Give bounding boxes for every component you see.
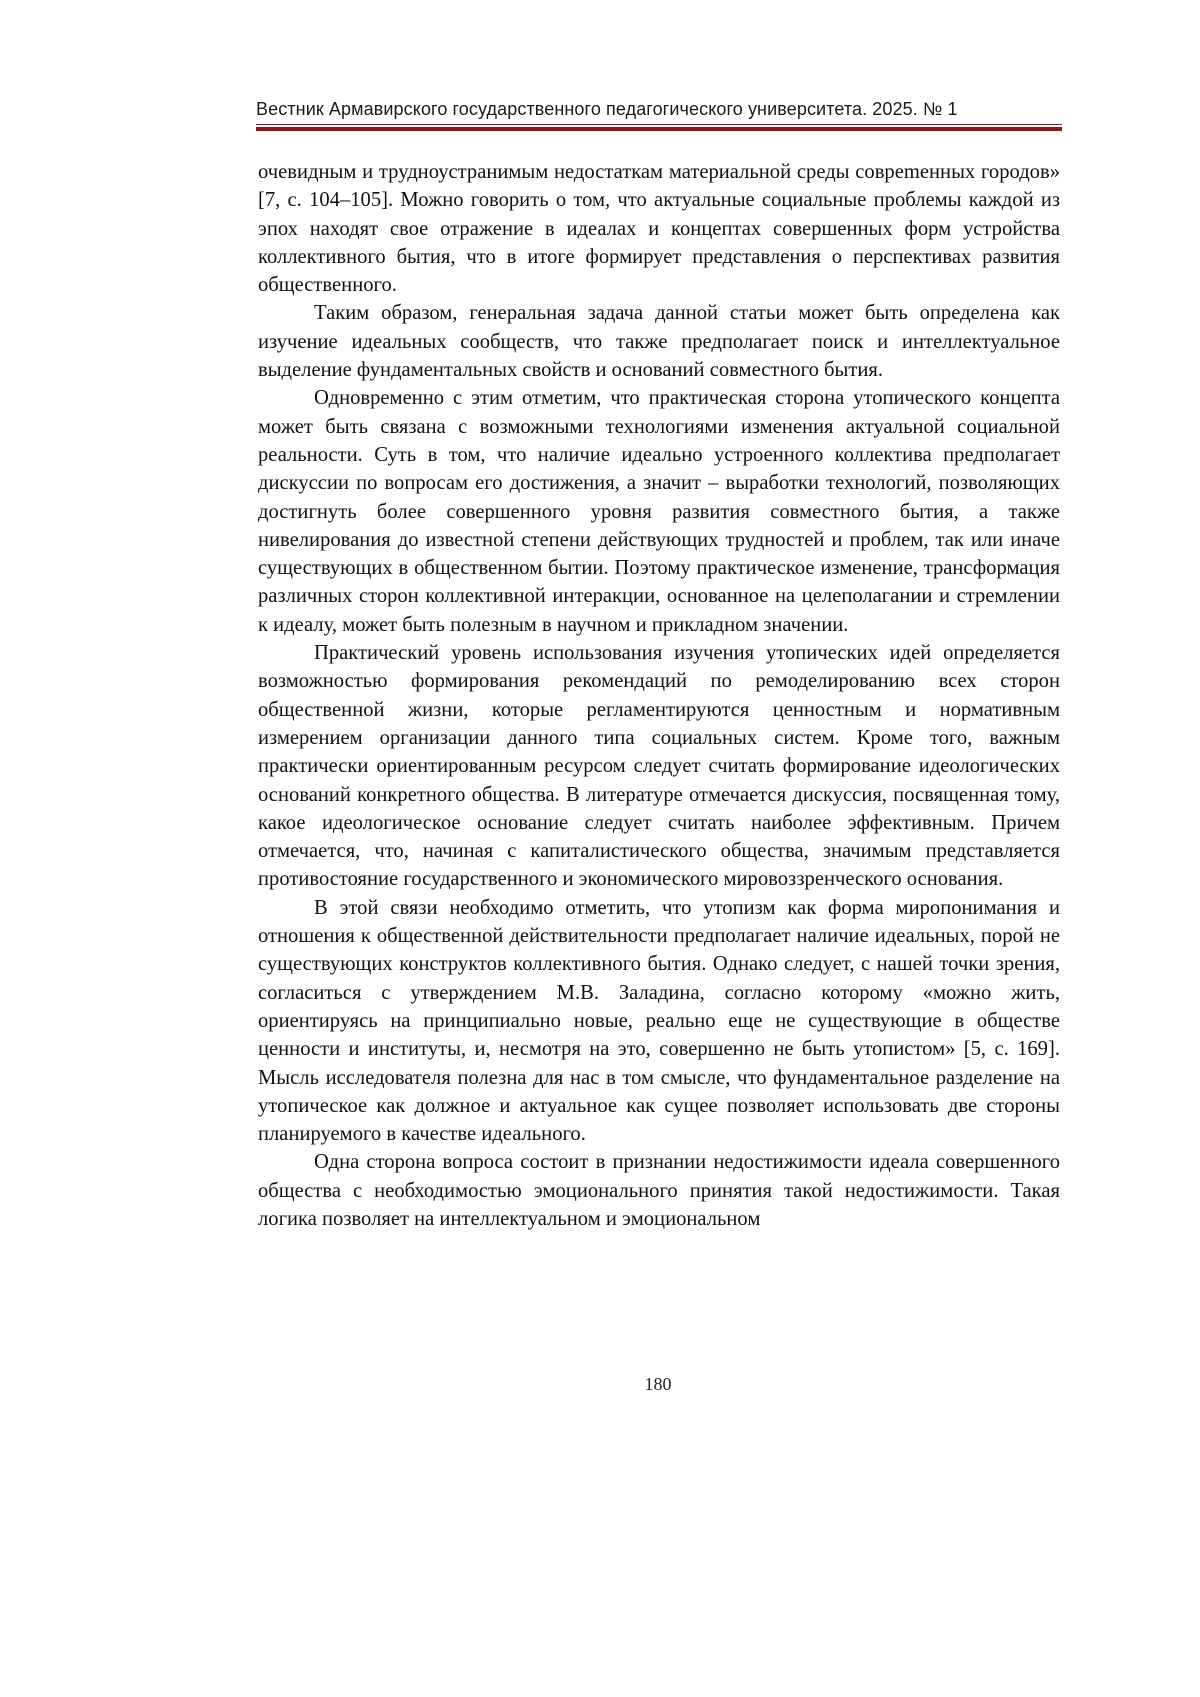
article-body [258, 158, 1060, 1233]
page-number: 180 [0, 1374, 1200, 1395]
header-rule-thick [256, 127, 1062, 131]
paragraph: Одновременно с этим отметим, что практическая сторона утопического концепта может быть связана с возможными технологиями изменения акту­альной социальной реальности. Суть в том, что наличие идеально устроенного коллектива предполагает дискуссии по вопросам его достижения, а значит – выработки технологий, позволяющих достигнуть более совершенного уровня развития совместного бытия, а также нивелирования до известной степени действующих трудностей и проблем, так или иначе существующих в общест­венном бытии. Поэтому практическое изменение, трансформация различных сторон коллективной интеракции, основанное на целеполагании и стремлении к идеалу, может быть полезным в научном и прикладном значении. [258, 384, 1060, 639]
paragraph-continued: очевидным и трудноустранимым недостаткам материальной среды совре­mенных городов» [7, с. 104–105]. Можно говорить о том, что актуальные социальные проблемы каждой из эпох находят свое отражение в идеалах и концептах совершенных форм устройства коллективного бытия, что в итоге формирует представления о перспективах развития общественного. [258, 158, 1060, 299]
paragraph: В этой связи необходимо отметить, что утопизм как форма миропонима­ния и отношения к общественной действительности предполагает наличие иде­альных, порой не существующих конструктов коллективного бытия. Однако следует, с нашей точки зрения, согласиться с утверждением М.В. Заладина, согласно которому «можно жить, ориентируясь на принципиально новые, реально еще не существующие в обществе ценности и институты, и, несмотря на это, совершенно не быть утопистом» [5, с. 169]. Мысль исследователя по­лезна для нас в том смысле, что фундаментальное разделение на утопическое как должное и актуальное как сущее позволяет использовать две стороны пла­нируемого в качестве идеального. [258, 894, 1060, 1149]
paragraph: Таким образом, генеральная задача данной статьи может быть определе­на как изучение идеальных сообществ, что также предполагает поиск и интел­лектуальное выделение фундаментальных свойств и оснований совместного бытия. [258, 299, 1060, 384]
paragraph: Практический уровень использования изучения утопических идей опре­деляется возможностью формирования рекомендаций по ремоделированию всех сторон общественной жизни, которые регламентируются ценностным и нормативным измерением организации данного типа социальных систем. Кроме того, важным практически ориентированным ресурсом следует считать формирование идеологических оснований конкретного общества. В литературе отмечается дискуссия, посвященная тому, какое идеологическое основание следует считать наиболее эффективным. Причем отмечается, что, начиная с капиталистического общества, значимым представляется противостояние госу­дарственного и экономического мировоззренческого основания. [258, 639, 1060, 894]
paragraph: Одна сторона вопроса состоит в признании недостижимости идеала совершенного общества с необходимостью эмоционального принятия такой недостижимости. Такая логика позволяет на интеллектуальном и эмоциональном [258, 1148, 1060, 1233]
header-rule-thin [256, 124, 1062, 125]
journal-header: Вестник Армавирского государственного педагогического университета. 2025. № 1 [256, 99, 1062, 120]
